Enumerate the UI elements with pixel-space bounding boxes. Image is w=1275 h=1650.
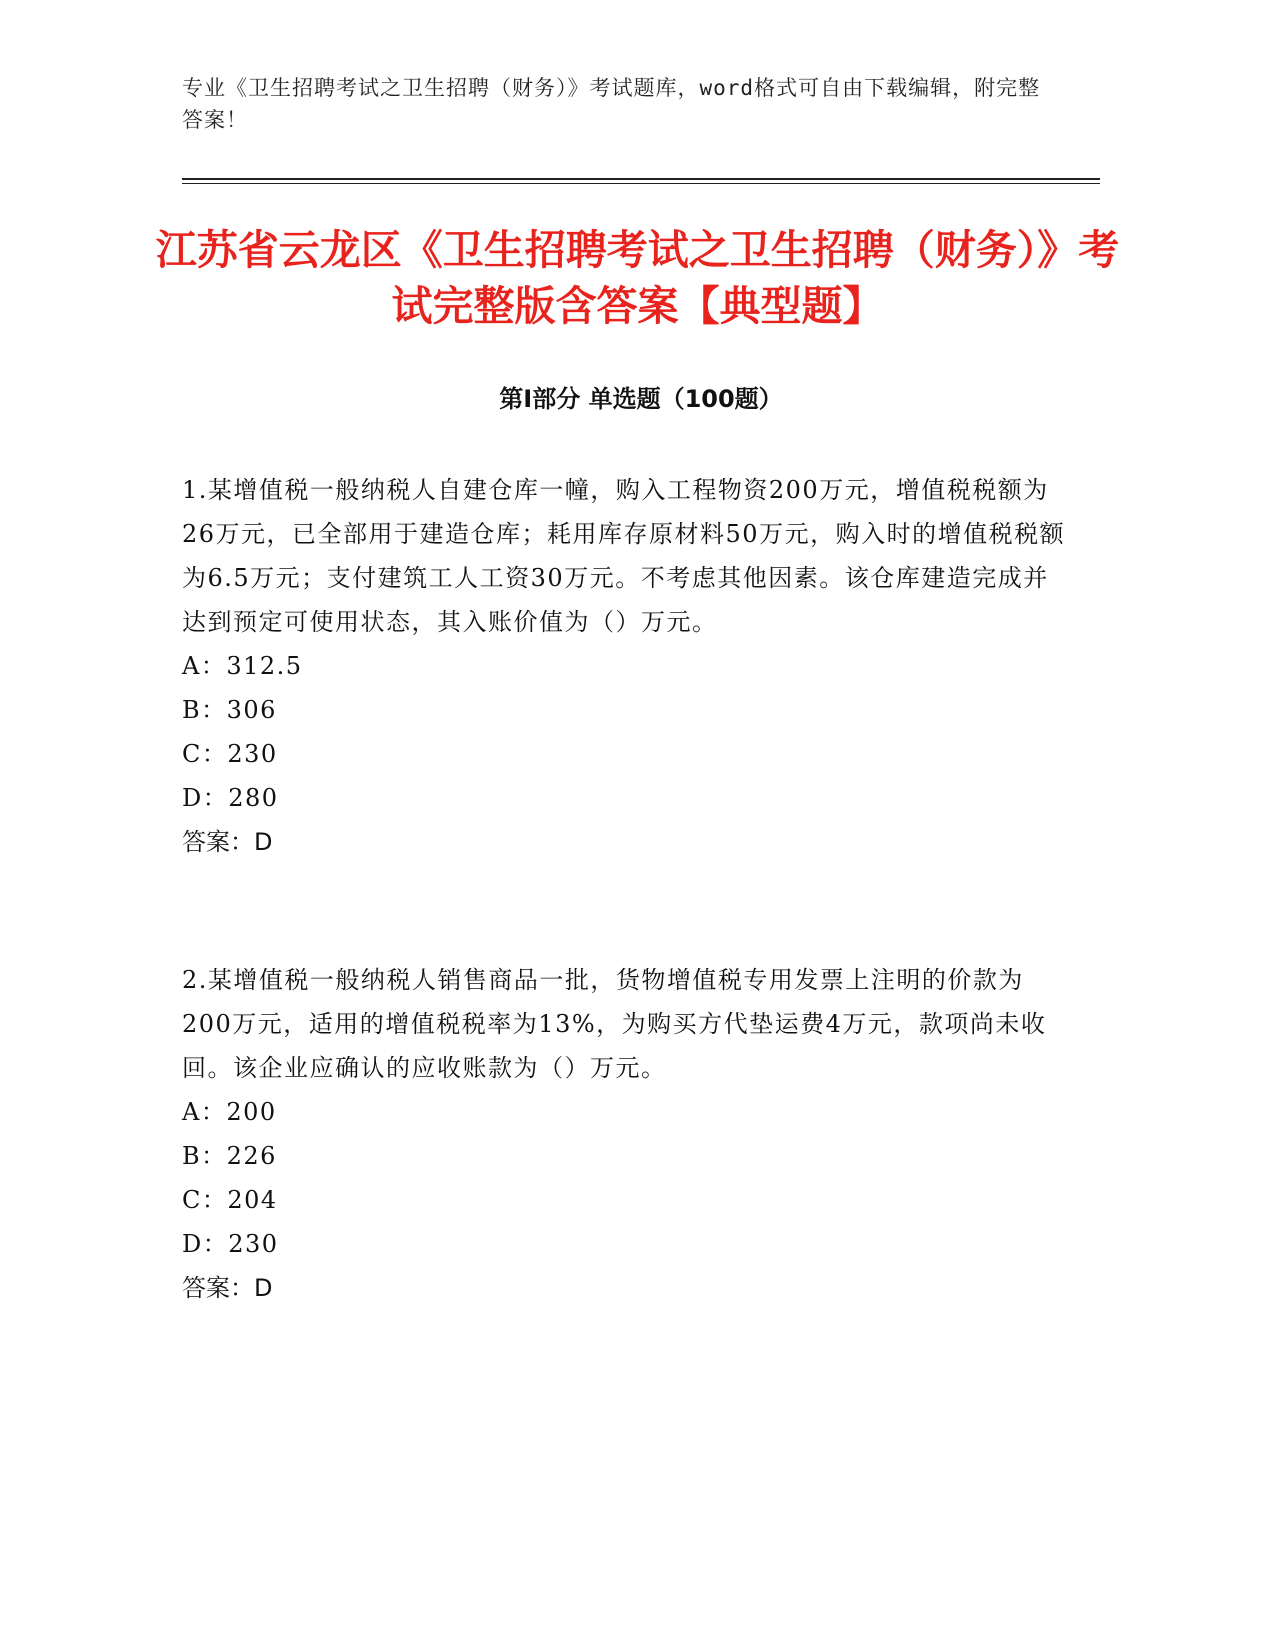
header-divider-thin bbox=[182, 183, 1100, 184]
header-divider-thick bbox=[182, 178, 1100, 180]
section-heading: 第Ⅰ部分 单选题（100题） bbox=[499, 385, 783, 413]
question-answer: 答案：D bbox=[182, 828, 273, 856]
question-answer: 答案：D bbox=[182, 1274, 273, 1302]
option-a: A：312.5 bbox=[182, 652, 303, 680]
question-2 bbox=[182, 958, 1072, 1310]
option-b: B：226 bbox=[182, 1142, 277, 1170]
option-c: C：230 bbox=[182, 740, 278, 768]
document-title: 江苏省云龙区《卫生招聘考试之卫生招聘（财务）》考试完整版含答案【典型题】 bbox=[155, 226, 1120, 330]
option-b: B：306 bbox=[182, 696, 277, 724]
option-c: C：204 bbox=[182, 1186, 278, 1214]
header-note: 专业《卫生招聘考试之卫生招聘（财务）》考试题库，word格式可自由下载编辑，附完整答案！ bbox=[182, 76, 1041, 132]
question-stem: 1.某增值税一般纳税人自建仓库一幢，购入工程物资200万元，增值税税额为26万元，已全部用于建造仓库；耗用库存原材料50万元，购入时的增值税税额为6.5万元；支付建筑工人工资30万元。不考虑其他因素。该仓库建造完成并达到预定可使用状态，其入账价值为（）万元。 bbox=[182, 476, 1066, 636]
question-stem: 2.某增值税一般纳税人销售商品一批，货物增值税专用发票上注明的价款为200万元，适用的增值税税率为13%，为购买方代垫运费4万元，款项尚未收回。该企业应确认的应收账款为（）万元。 bbox=[182, 966, 1047, 1082]
option-a: A：200 bbox=[182, 1098, 277, 1126]
question-1 bbox=[182, 468, 1072, 864]
option-d: D：230 bbox=[182, 1230, 279, 1258]
option-d: D：280 bbox=[182, 784, 279, 812]
